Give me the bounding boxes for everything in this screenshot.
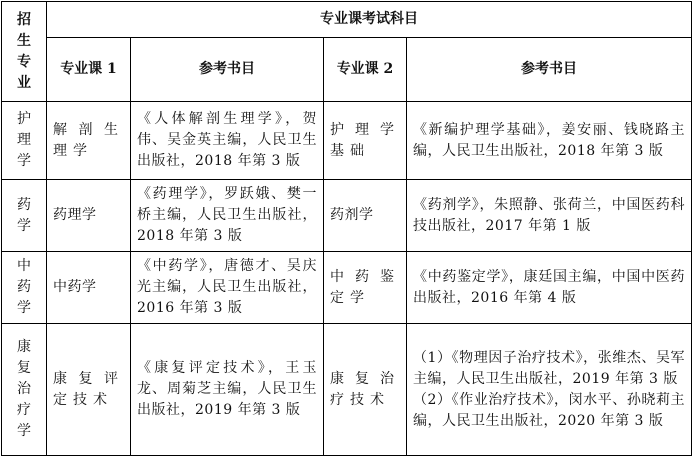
exam-subjects-table xyxy=(1,1,692,456)
major-tcm xyxy=(2,252,47,324)
major-char: 专 xyxy=(17,53,31,70)
major-char: 学 xyxy=(17,217,31,234)
course2-header: 专业课 2 xyxy=(324,38,407,102)
books1-cell: 《中药学》，唐德才、吴庆光主编，人民卫生出版社，2016 年第 3 版 xyxy=(131,252,324,324)
major-char: 理 xyxy=(17,132,31,148)
table-row xyxy=(2,102,692,180)
major-char: 学 xyxy=(17,300,31,316)
major-char: 业 xyxy=(17,74,31,91)
major-header xyxy=(2,2,47,102)
books2-cell xyxy=(407,324,692,456)
major-char: 学 xyxy=(17,423,31,439)
books1-cell: 《药理学》，罗跃娥、樊一桥主编，人民卫生出版社，2018 年第 3 版 xyxy=(131,180,324,252)
exam-subjects-title: 专业课考试科目 xyxy=(47,2,692,38)
course2-cell: 康复治疗技术 xyxy=(324,324,407,456)
course2-cell: 药剂学 xyxy=(324,180,407,252)
major-char: 中 xyxy=(17,258,31,274)
major-pharmacy xyxy=(2,180,47,252)
header-row-group xyxy=(2,2,692,38)
table-row xyxy=(2,324,692,456)
major-rehab xyxy=(2,324,47,456)
major-nursing xyxy=(2,102,47,180)
course2-cell: 护理学基础 xyxy=(324,102,407,180)
header-row-columns xyxy=(2,38,692,102)
major-char: 学 xyxy=(17,153,31,169)
books2-cell: 《药剂学》，朱照静、张荷兰，中国医药科技出版社，2017 年第 1 版 xyxy=(407,180,692,252)
major-char: 生 xyxy=(17,32,31,49)
major-char: 药 xyxy=(17,279,31,295)
books1-cell: 《人体解剖生理学》，贺伟、吴金英主编，人民卫生出版社，2018 年第 3 版 xyxy=(131,102,324,180)
course2-cell: 中药鉴定学 xyxy=(324,252,407,324)
course1-cell: 中药学 xyxy=(47,252,131,324)
major-char: 招 xyxy=(17,11,31,28)
major-char: 护 xyxy=(17,111,31,127)
books2-item: （1）《物理因子治疗技术》，张维杰、吴军主编，人民卫生出版社，2019 年第 3 版 xyxy=(413,349,685,387)
major-char: 治 xyxy=(17,381,31,397)
major-char: 复 xyxy=(17,360,31,376)
table-row xyxy=(2,252,692,324)
books2-item: （2）《作业治疗技术》，闵水平、孙晓莉主编，人民卫生出版社，2020 年第 3 版 xyxy=(413,391,685,429)
major-char: 疗 xyxy=(17,402,31,418)
major-char: 康 xyxy=(17,339,31,355)
books2-cell: 《新编护理学基础》，姜安丽、钱晓路主编，人民卫生出版社，2018 年第 3 版 xyxy=(407,102,692,180)
books2-header: 参考书目 xyxy=(407,38,692,102)
course1-header: 专业课 1 xyxy=(47,38,131,102)
course1-cell: 解剖生理学 xyxy=(47,102,131,180)
course1-cell: 药理学 xyxy=(47,180,131,252)
course1-cell: 康复评定技术 xyxy=(47,324,131,456)
books1-cell: 《康复评定技术》，王玉龙、周菊芝主编，人民卫生出版社，2019 年第 3 版 xyxy=(131,324,324,456)
books2-cell: 《中药鉴定学》，康廷国主编，中国中医药出版社，2016 年第 4 版 xyxy=(407,252,692,324)
major-char: 药 xyxy=(17,196,31,213)
books1-header: 参考书目 xyxy=(131,38,324,102)
table-row xyxy=(2,180,692,252)
